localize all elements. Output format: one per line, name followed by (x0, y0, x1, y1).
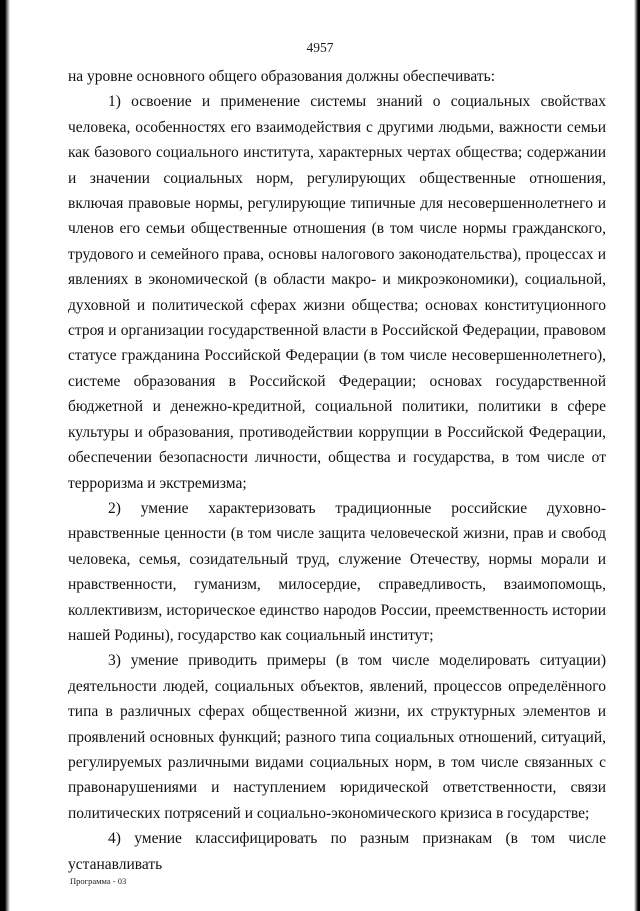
paragraph-item-3: 3) умение приводить примеры (в том числе моделировать ситуации) деятельности людей, социальных объектов, явлений, процессов определённого типа в различных сферах общественной жизни, их структурных элементов и проявлений основных функций; разного типа социальных отношений, ситуаций, регулируемых различными видами социальных норм, в том числе связанных с правонарушениями и наступлением юридической ответственности, связи политических потрясений и социально-экономического кризиса в государстве; (68, 652, 606, 822)
footer-label: Программа - 03 (70, 876, 127, 886)
paragraph-item-2: 2) умение характеризовать традиционные российские духовно-нравственные ценности (в том числе защита человеческой жизни, прав и свобод человека, семья, созидательный труд, служение Отечеству, нормы морали и нравственности, гуманизм, милосердие, справедливость, взаимопомощь, коллективизм, историческое единство народов России, преемственность истории нашей Родины), государство как социальный институт; (68, 499, 606, 644)
paragraph-item-1: 1) освоение и применение системы знаний о социальных свойствах человека, особенностях его взаимодействия с другими людьми, важности семьи как базового социального института, характерных чертах общества; содержании и значении социальных норм, регулирующих общественные отношения, включая правовые нормы, регулирующие типичные для несовершеннолетнего и членов его семьи общественные отношения (в том числе нормы гражданского, трудового и семейного права, основы налогового законодательства), процессах и явлениях в экономической (в области макро- и микроэкономики), социальной, духовной и политической сферах жизни общества; основах конституционного строя и организации государственной власти в Российской Федерации, правовом статусе гражданина Российской Федерации (в том числе несовершеннолетнего), системе образования в Российской Федерации; основах государственной бюджетной и денежно-кредитной, социальной политики, политики в сфере культуры и образования, противодействии коррупции в Российской Федерации, обеспечении безопасности личности, общества и государства, в том числе от терроризма и экстремизма; (68, 93, 606, 492)
page-number: 4957 (306, 40, 334, 55)
paragraph-item-4: 4) умение классифицировать по разным признакам (в том числе устанавливать (68, 830, 606, 873)
scan-edge-right (634, 0, 640, 911)
scan-edge-left (0, 0, 10, 911)
body-text (68, 64, 606, 877)
paragraph-continuation: на уровне основного общего образования должны обеспечивать: (68, 68, 496, 85)
